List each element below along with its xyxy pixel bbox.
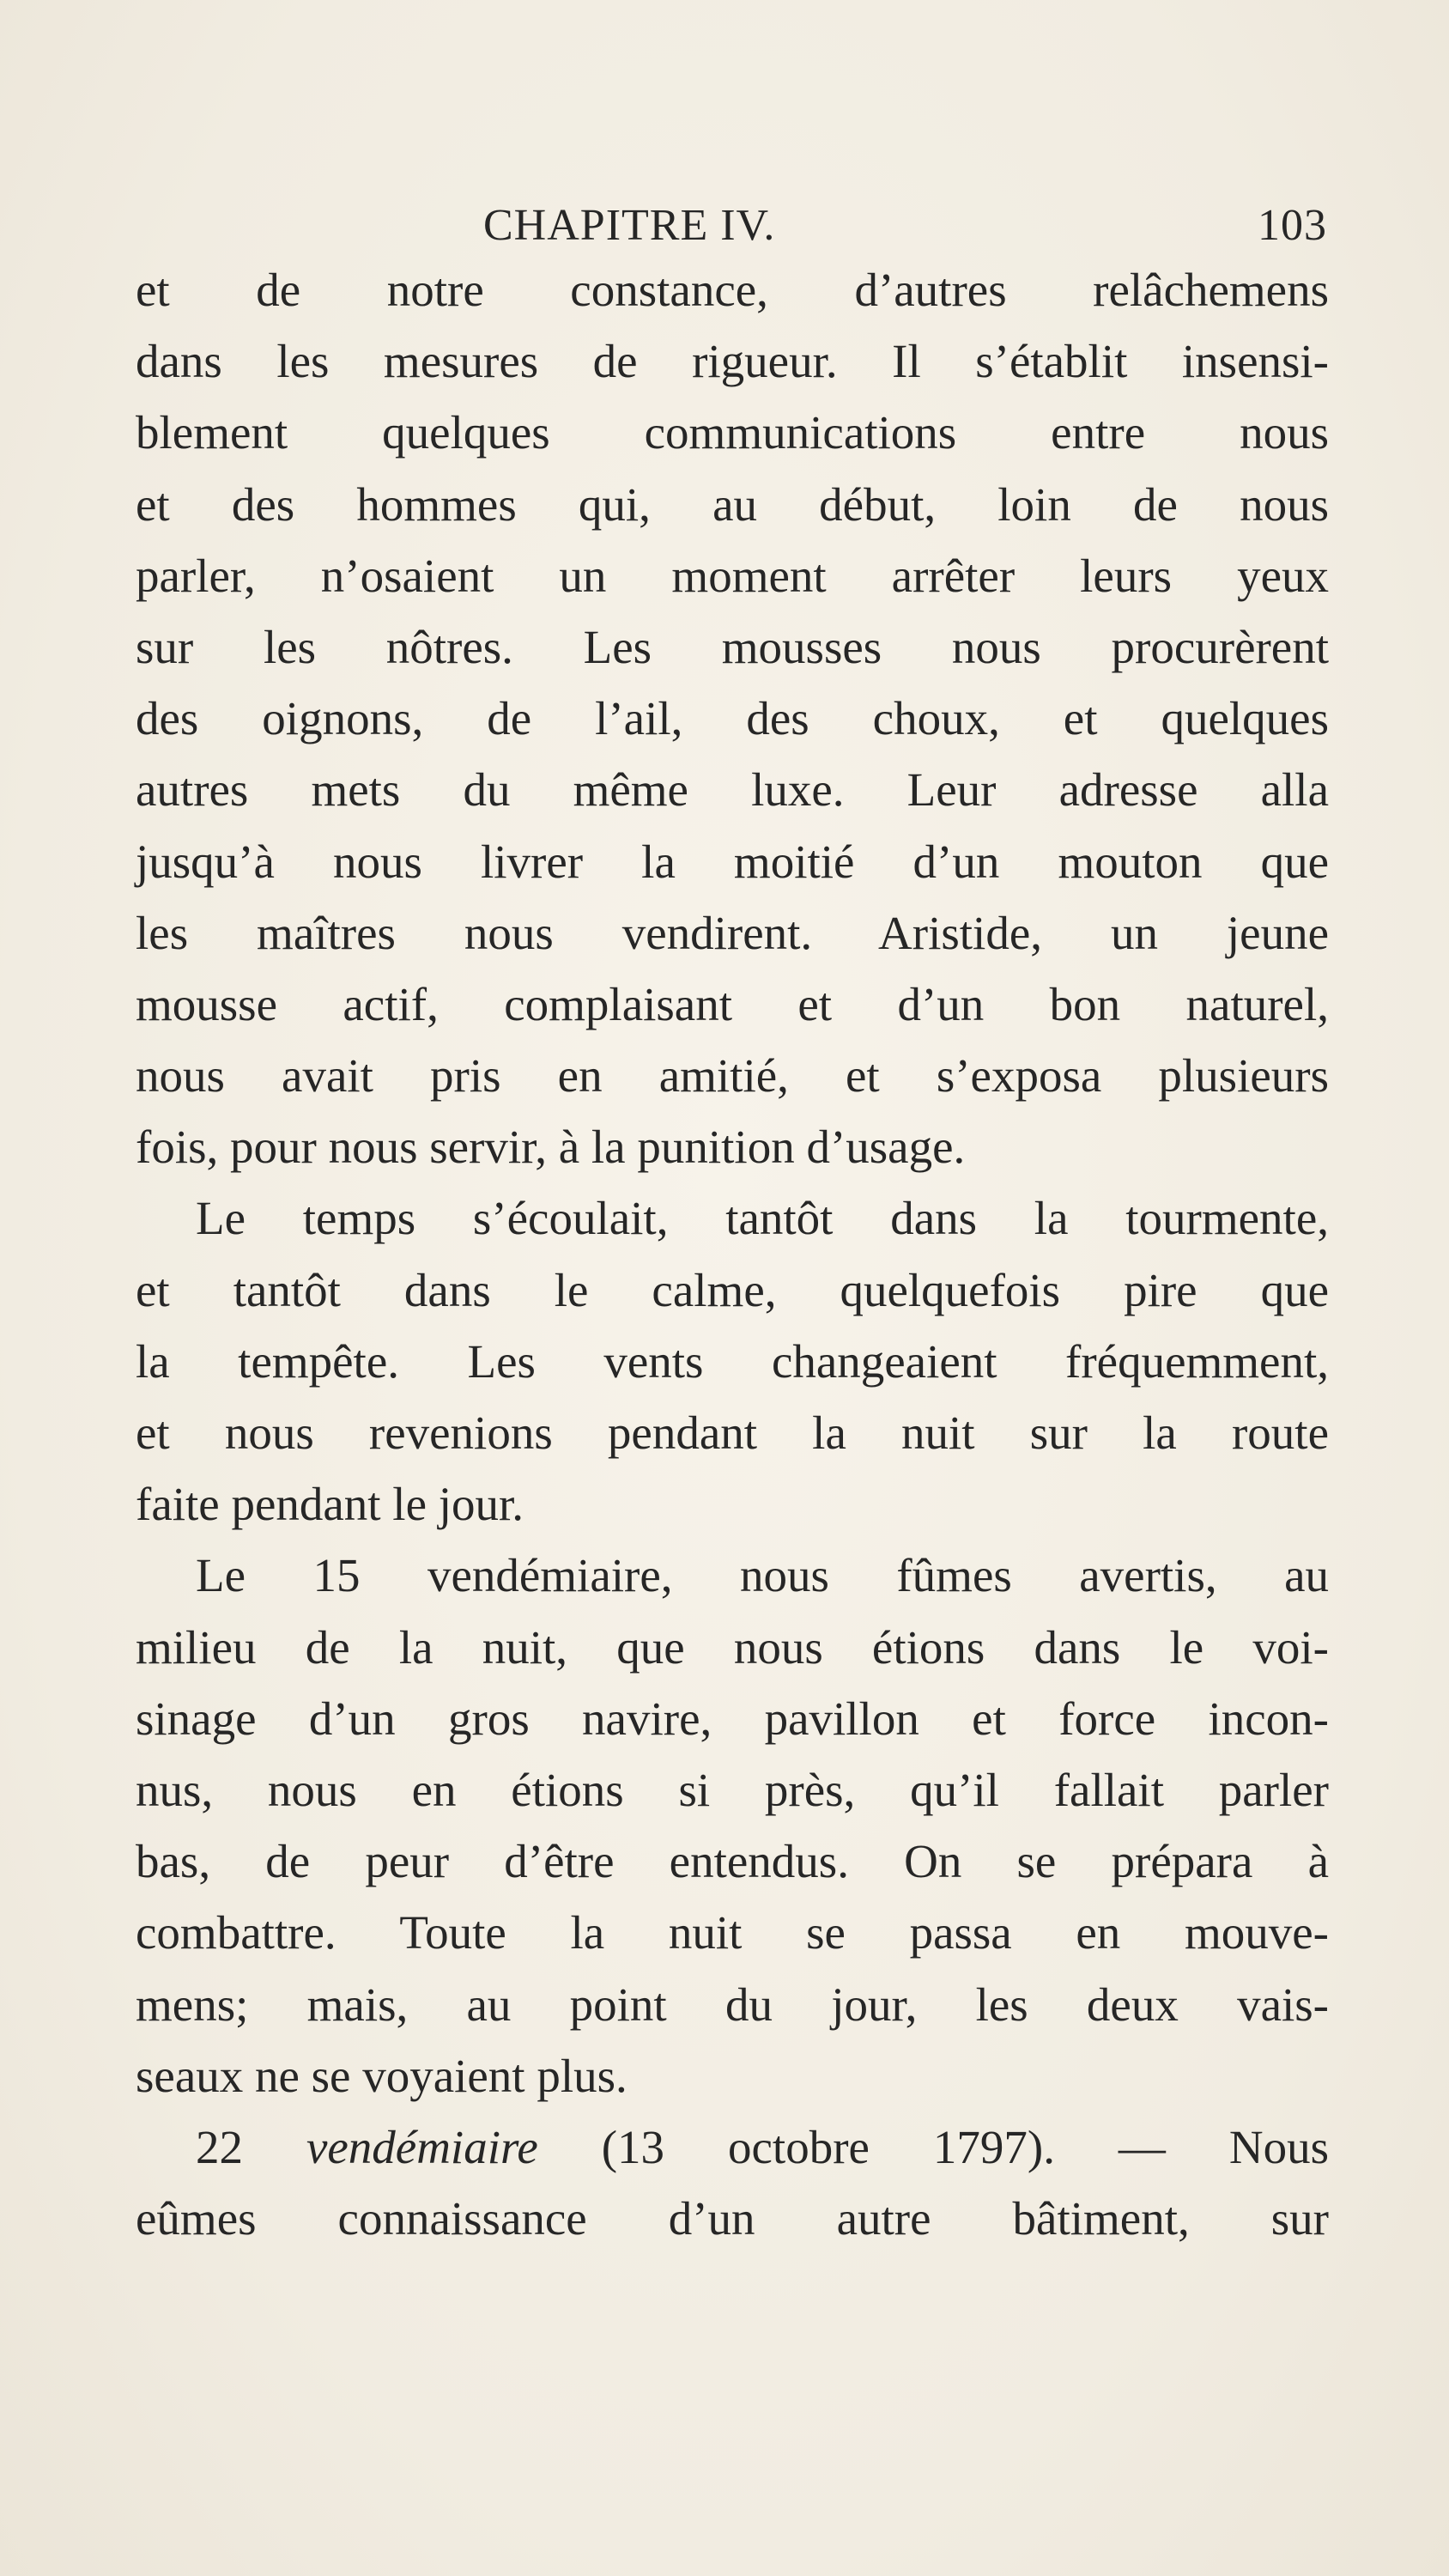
month-name-italic: vendémiaire [306,2120,538,2173]
text-line: et nous revenions pendant la nuit sur la route [136,1406,1329,1459]
text-line: autres mets du même luxe. Leur adresse alla [136,763,1329,817]
text-line: bas, de peur d’être entendus. On se prépara à [136,1835,1329,1888]
text-line: et tantôt dans le calme, quelquefois pire que [136,1263,1329,1316]
text-line: blement quelques communications entre nous [136,406,1329,459]
text-line: mousse actif, complaisant et d’un bon naturel, [136,977,1329,1030]
text-line: parler, n’osaient un moment arrêter leurs yeux [136,549,1329,602]
text-line: sinage d’un gros navire, pavillon et force incon- [136,1692,1329,1745]
body-text [136,254,1329,2254]
text-line: la tempête. Les vents changeaient fréquemment, [136,1334,1329,1388]
text-line: seaux ne se voyaient plus. [136,2049,627,2102]
chapter-title: CHAPITRE IV. [483,201,776,250]
text-line: faite pendant le jour. [136,1478,524,1531]
text-line: et de notre constance, d’autres relâchemens [136,264,1329,316]
text-line: nus, nous en étions si près, qu’il fallait parler [136,1763,1329,1816]
text-line: eûmes connaissance d’un autre bâtiment, sur [136,2192,1329,2245]
date-number: 22 [196,2120,306,2173]
text-line: fois, pour nous servir, à la punition d’usage. [136,1121,966,1174]
text-line: des oignons, de l’ail, des choux, et quelques [136,692,1329,745]
paragraph-start-line: Le 15 vendémiaire, nous fûmes avertis, au [196,1549,1329,1602]
text-line: et des hommes qui, au début, loin de nous [136,477,1329,531]
text-line: combattre. Toute la nuit se passa en mouve- [136,1906,1329,1959]
paragraph-start-line [136,2111,1329,2183]
text-line: sur les nôtres. Les mousses nous procurèrent [136,620,1329,673]
text-line: les maîtres nous vendirent. Aristide, un jeune [136,906,1329,959]
text-line: dans les mesures de rigueur. Il s’établit insensi- [136,335,1329,388]
running-head [136,196,1327,256]
paragraph-start-line: Le temps s’écoulait, tantôt dans la tourmente, [196,1192,1329,1245]
text-line: mens; mais, au point du jour, les deux vais- [136,1978,1329,2031]
text-line: jusqu’à nous livrer la moitié d’un mouton que [136,835,1329,888]
date-rest: (13 octobre 1797). — Nous [537,2120,1329,2173]
text-line: milieu de la nuit, que nous étions dans le voi- [136,1620,1329,1674]
page-number: 103 [1258,201,1327,250]
text-line: nous avait pris en amitié, et s’exposa plusieurs [136,1049,1329,1103]
